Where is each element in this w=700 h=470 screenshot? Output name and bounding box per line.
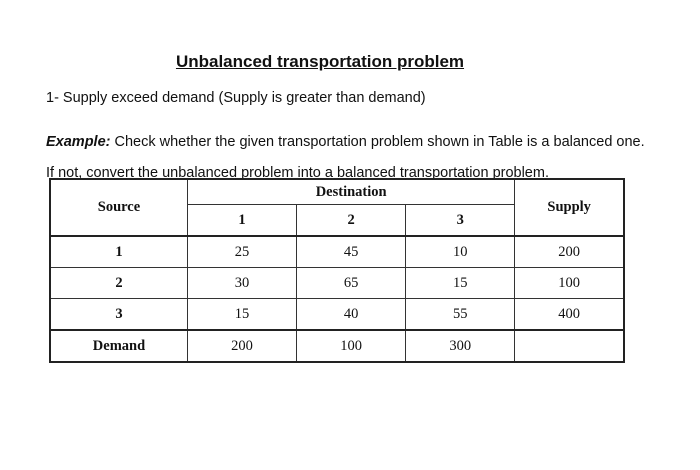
point-supply-exceeds-demand: 1- Supply exceed demand (Supply is greater than demand) [46,90,426,106]
cost-cell: 65 [297,268,406,299]
supply-cell: 100 [515,268,624,299]
dest-col-3: 3 [406,205,515,237]
table-row [50,236,624,268]
dest-col-1: 1 [187,205,296,237]
example-label: Example: [46,134,111,150]
cost-cell: 10 [406,236,515,268]
source-cell: 2 [50,268,187,299]
demand-row [50,330,624,362]
table-row [50,299,624,331]
demand-cell: 300 [406,330,515,362]
cost-cell: 40 [297,299,406,331]
demand-cell: 100 [297,330,406,362]
empty-cell [515,330,624,362]
dest-col-2: 2 [297,205,406,237]
example-text: Check whether the given transportation problem shown in Table is a balanced one. If not, convert the unbalanced problem into a balanced transportation problem. [46,134,645,181]
destination-header: Destination [187,179,514,205]
cost-cell: 15 [187,299,296,331]
supply-header: Supply [515,179,624,236]
demand-cell: 200 [187,330,296,362]
cost-cell: 25 [187,236,296,268]
page-title: Unbalanced transportation problem [175,52,465,71]
cost-cell: 45 [297,236,406,268]
demand-label: Demand [50,330,187,362]
supply-cell: 400 [515,299,624,331]
table-row [50,268,624,299]
source-header: Source [50,179,187,236]
source-cell: 1 [50,236,187,268]
cost-cell: 55 [406,299,515,331]
supply-cell: 200 [515,236,624,268]
transportation-table [49,178,625,363]
cost-cell: 30 [187,268,296,299]
source-cell: 3 [50,299,187,331]
cost-cell: 15 [406,268,515,299]
